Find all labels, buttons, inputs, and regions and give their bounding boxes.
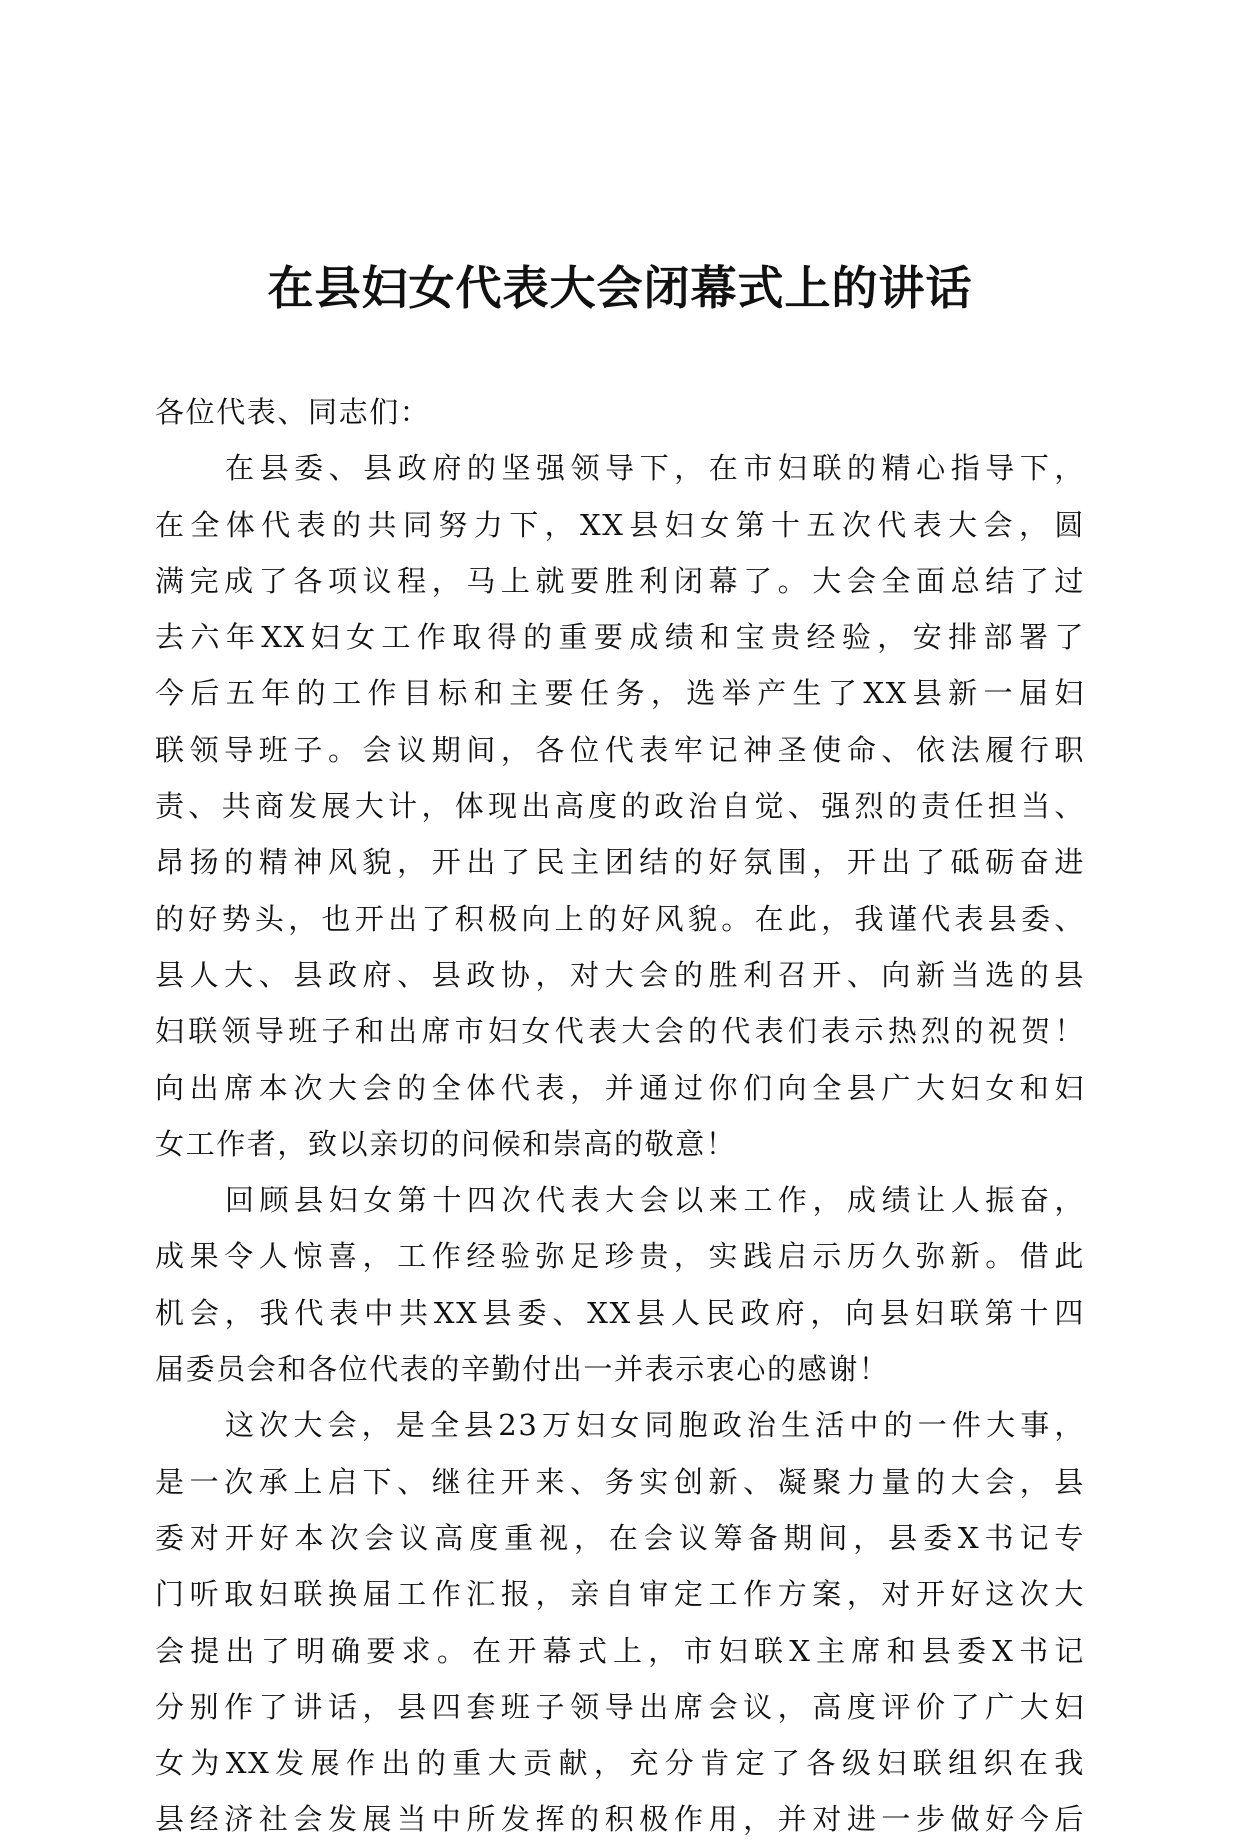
text-line: 女工作者，致以亲切的问候和崇高的敬意！ [155, 1126, 737, 1161]
text-line: 县人大、县政府、县政协，对大会的胜利召开、向新当选的县 [155, 957, 1085, 992]
text-line: 今后五年的工作目标和主要任务，选举产生了XX县新一届妇 [155, 676, 1085, 711]
text-line: 在县委、县政府的坚强领导下，在市妇联的精心指导下， [225, 451, 1085, 486]
text-line: 机会，我代表中共XX县委、XX县人民政府，向县妇联第十四 [155, 1295, 1085, 1330]
text-line: 这次大会，是全县23万妇女同胞政治生活中的一件大事， [225, 1408, 1085, 1443]
text-line: 成果令人惊喜，工作经验弥足珍贵，实践启示历久弥新。借此 [155, 1239, 1085, 1274]
text-line: 满完成了各项议程，马上就要胜利闭幕了。大会全面总结了过 [155, 563, 1085, 598]
text-line: 会提出了明确要求。在开幕式上，市妇联X主席和县委X书记 [155, 1633, 1085, 1668]
text-line: 的好势头，也开出了积极向上的好风貌。在此，我谨代表县委、 [155, 901, 1085, 936]
text-line: 委对开好本次会议高度重视，在会议筹备期间，县委X书记专 [155, 1520, 1085, 1555]
text-line: 女为XX发展作出的重大贡献，充分肯定了各级妇联组织在我 [155, 1746, 1085, 1781]
text-line: 各位代表、同志们： [155, 395, 431, 429]
document-body [155, 384, 1085, 1848]
text-line: 昂扬的精神风貌，开出了民主团结的好氛围，开出了砥砺奋进 [155, 845, 1085, 880]
text-line: 在全体代表的共同努力下，XX县妇女第十五次代表大会，圆 [155, 507, 1085, 542]
text-line: 门听取妇联换届工作汇报，亲自审定工作方案，对开好这次大 [155, 1577, 1085, 1612]
text-line: 是一次承上启下、继往开来、务实创新、凝聚力量的大会，县 [155, 1464, 1085, 1499]
text-line: 妇联领导班子和出席市妇女代表大会的代表们表示热烈的祝贺！ [155, 1014, 1085, 1049]
document-title: 在县妇女代表大会闭幕式上的讲话 [267, 261, 973, 315]
text-line: 向出席本次大会的全体代表，并通过你们向全县广大妇女和妇 [155, 1070, 1085, 1105]
text-line: 回顾县妇女第十四次代表大会以来工作，成绩让人振奋， [225, 1183, 1085, 1218]
text-line: 责、共商发展大计，体现出高度的政治自觉、强烈的责任担当、 [155, 789, 1085, 824]
text-line: 联领导班子。会议期间，各位代表牢记神圣使命、依法履行职 [155, 732, 1085, 767]
text-line: 分别作了讲话，县四套班子领导出席会议，高度评价了广大妇 [155, 1689, 1085, 1724]
text-line: 届委员会和各位代表的辛勤付出一并表示衷心的感谢！ [155, 1352, 890, 1387]
text-line: 县经济社会发展当中所发挥的积极作用，并对进一步做好今后 [155, 1802, 1085, 1837]
text-line: 去六年XX妇女工作取得的重要成绩和宝贵经验，安排部署了 [155, 620, 1085, 655]
